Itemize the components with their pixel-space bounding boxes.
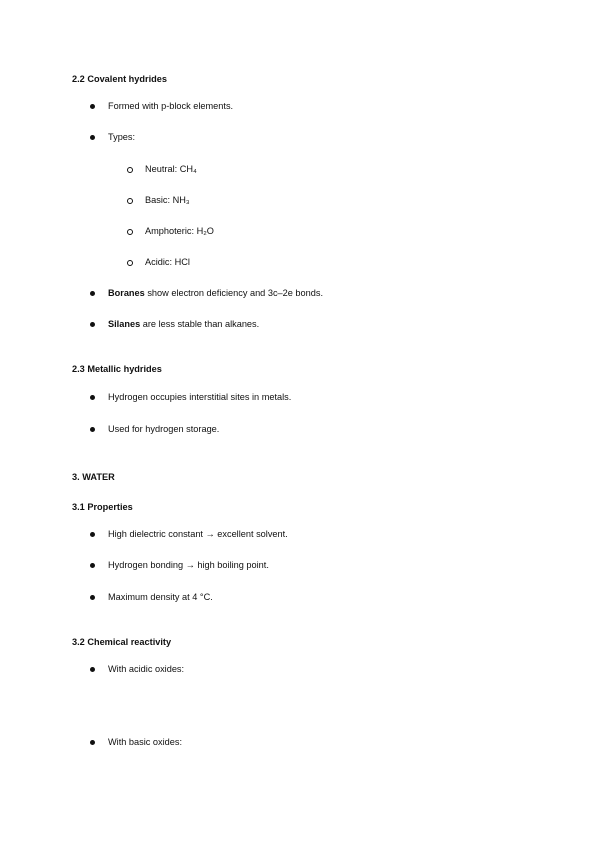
bullet-icon <box>90 322 95 327</box>
sub-list-item-text: Basic: NH₃ <box>145 195 190 205</box>
term-description: show electron deficiency and 3c–2e bonds. <box>144 288 324 298</box>
list-item-text: Hydrogen bonding → high boiling point. <box>108 560 269 570</box>
heading-metallic-hydrides: 2.3 Metallic hydrides <box>72 364 162 374</box>
list-item-text: Maximum density at 4 °C. <box>108 592 213 602</box>
bullet-icon <box>90 427 95 432</box>
bullet-icon <box>90 532 95 537</box>
list-item-text <box>108 288 323 298</box>
list-item <box>90 132 136 142</box>
heading-water: 3. WATER <box>72 472 115 482</box>
list-item <box>90 392 292 402</box>
heading-properties: 3.1 Properties <box>72 502 133 512</box>
list-item <box>90 560 269 570</box>
list-item-text: With acidic oxides: <box>108 664 185 674</box>
list-item <box>90 529 288 539</box>
list-item-text: Used for hydrogen storage. <box>108 424 220 434</box>
hollow-bullet-icon <box>127 198 133 204</box>
bullet-icon <box>90 135 95 140</box>
bullet-icon <box>90 104 95 109</box>
term-description: are less stable than alkanes. <box>140 319 260 329</box>
sub-list-item <box>127 226 214 236</box>
list-item-text <box>108 319 259 329</box>
term-boranes: Boranes <box>108 288 145 298</box>
list-item <box>90 288 324 298</box>
hollow-bullet-icon <box>127 167 133 173</box>
list-item-text: Hydrogen occupies interstitial sites in metals. <box>108 392 292 402</box>
list-item <box>90 592 213 602</box>
list-item <box>90 101 234 111</box>
heading-covalent-hydrides: 2.2 Covalent hydrides <box>72 74 167 84</box>
bullet-icon <box>90 667 95 672</box>
term-silanes: Silanes <box>108 319 141 329</box>
list-item <box>90 319 260 329</box>
list-item-text: High dielectric constant → excellent solvent. <box>108 529 288 539</box>
list-item <box>90 737 183 747</box>
sub-list-item <box>127 164 197 174</box>
list-item-text: With basic oxides: <box>108 737 183 747</box>
sub-list-item <box>127 257 190 267</box>
list-item-text: Types: <box>108 132 136 142</box>
heading-chemical-reactivity: 3.2 Chemical reactivity <box>72 637 172 647</box>
list-item <box>90 424 220 434</box>
bullet-icon <box>90 563 95 568</box>
hollow-bullet-icon <box>127 260 133 266</box>
bullet-icon <box>90 595 95 600</box>
sub-list-item-text: Amphoteric: H₂O <box>145 226 214 236</box>
sub-list-item-text: Neutral: CH₄ <box>145 164 197 174</box>
sub-list-item <box>127 195 190 205</box>
list-item-text: Formed with p-block elements. <box>108 101 234 111</box>
bullet-icon <box>90 395 95 400</box>
hollow-bullet-icon <box>127 229 133 235</box>
bullet-icon <box>90 291 95 296</box>
list-item <box>90 664 185 674</box>
bullet-icon <box>90 740 95 745</box>
sub-list-item-text: Acidic: HCl <box>145 257 190 267</box>
